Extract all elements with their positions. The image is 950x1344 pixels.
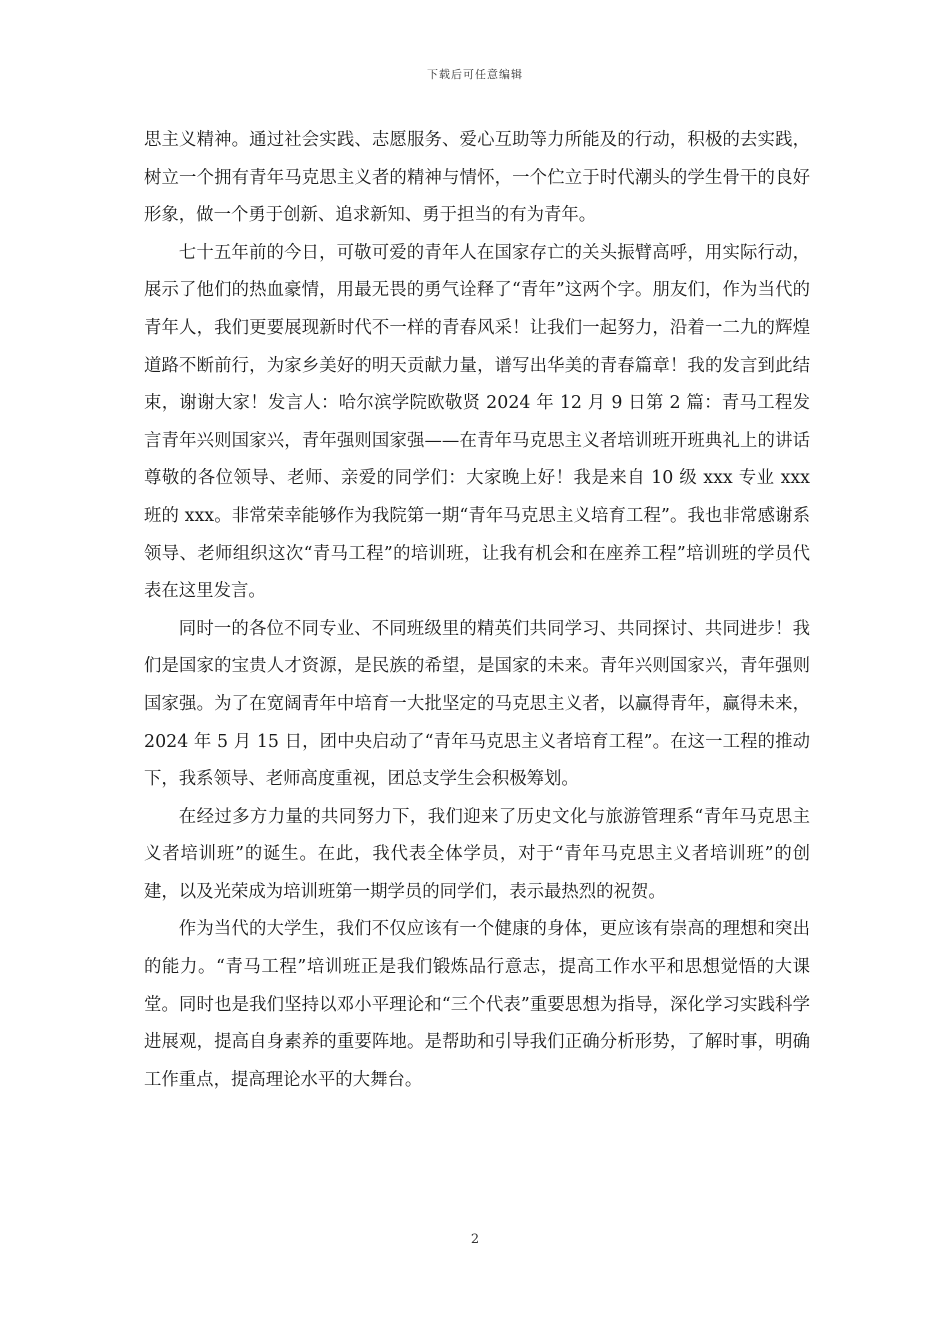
paragraph: 在经过多方力量的共同努力下，我们迎来了历史文化与旅游管理系“青年马克思主义者培训班”的诞生。在此，我代表全体学员，对于“青年马克思主义者培训班”的创建，以及光荣成为培训班第一期学员的同学们，表示最热烈的祝贺。	[144, 806, 810, 902]
page-header-note: 下载后可任意编辑	[427, 68, 523, 81]
paragraph: 作为当代的大学生，我们不仅应该有一个健康的身体，更应该有崇高的理想和突出的能力。“青马工程”培训班正是我们锻炼品行意志，提高工作水平和思想觉悟的大课堂。同时也是我们坚持以邓小平理论和“三个代表”重要思想为指导，深化学习实践科学进展观，提高自身素养的重要阵地。是帮助和引导我们正确分析形势，了解时事，明确工作重点，提高理论水平的大舞台。	[144, 919, 810, 1090]
document-body	[144, 122, 810, 1099]
paragraph: 七十五年前的今日，可敬可爱的青年人在国家存亡的关头振臂高呼，用实际行动，展示了他们的热血豪情，用最无畏的勇气诠释了“青年”这两个字。朋友们，作为当代的青年人，我们更要展现新时代不一样的青春风采！让我们一起努力，沿着一二九的辉煌道路不断前行，为家乡美好的明天贡献力量，谱写出华美的青春篇章！我的发言到此结束，谢谢大家！发言人：哈尔滨学院欧敬贤 2024 年 12 月 9 日第 2 篇：青马工程发言青年兴则国家兴，青年强则国家强——在青年马克思主义者培训班开班典礼上的讲话尊敬的各位领导、老师、亲爱的同学们：大家晚上好！我是来自 10 级 xxx 专业 xxx 班的 xxx。非常荣幸能够作为我院第一期“青年马克思主义培育工程”。我也非常感谢系领导、老师组织这次“青马工程”的培训班，让我有机会和在座养工程”培训班的学员代表在这里发言。	[144, 242, 810, 602]
paragraph: 同时一的各位不同专业、不同班级里的精英们共同学习、共同探讨、共同进步！我们是国家的宝贵人才资源，是民族的希望，是国家的未来。青年兴则国家兴，青年强则国家强。为了在宽阔青年中培育一大批坚定的马克思主义者，以赢得青年，赢得未来，2024 年 5 月 15 日，团中央启动了“青年马克思主义者培育工程”。在这一工程的推动下，我系领导、老师高度重视，团总支学生会积极筹划。	[144, 618, 810, 790]
page-number: 2	[470, 1232, 480, 1247]
paragraph-continuation: 思主义精神。通过社会实践、志愿服务、爱心互助等力所能及的行动，积极的去实践，树立一个拥有青年马克思主义者的精神与情怀，一个伫立于时代潮头的学生骨干的良好形象，做一个勇于创新、追求新知、勇于担当的有为青年。	[144, 130, 810, 226]
